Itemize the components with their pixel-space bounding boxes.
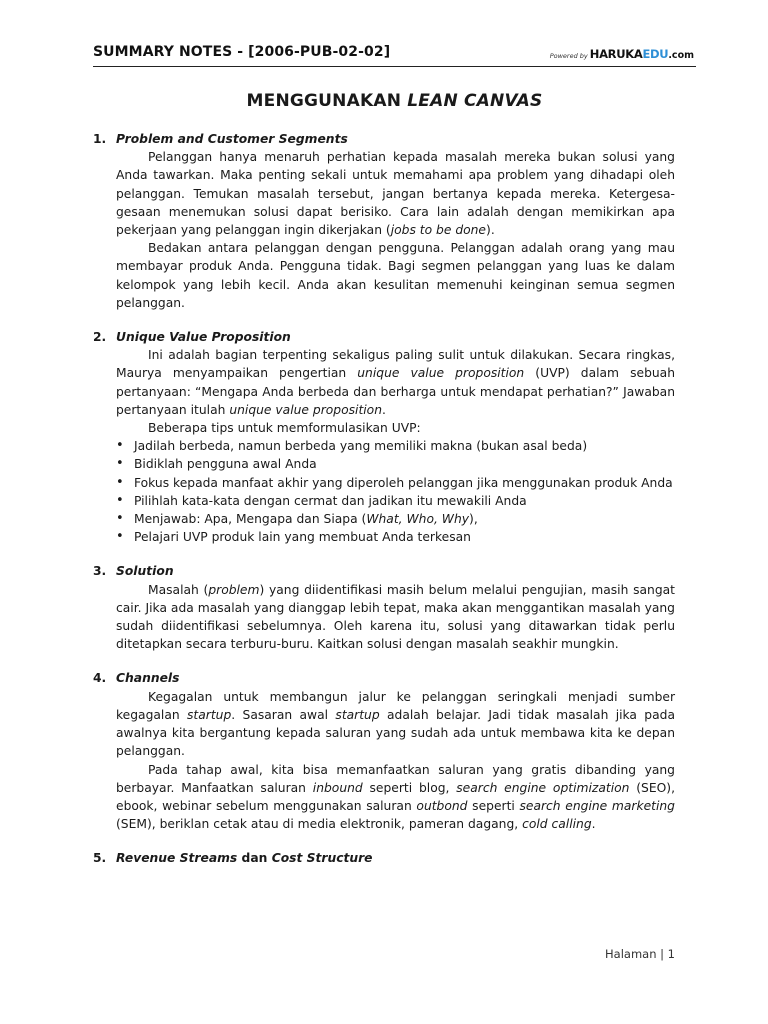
header-title: SUMMARY NOTES - [2006-PUB-02-02] xyxy=(93,44,391,60)
list-item: • Jadilah berbeda, namun berbeda yang memiliki makna (bukan asal beda) xyxy=(134,437,675,455)
emphasis: startup xyxy=(335,707,380,722)
text-run: (SEM), beriklan cetak atau di media elektronik, pameran dagang, xyxy=(116,817,523,832)
text-run: . Sasaran awal xyxy=(231,707,336,722)
text-run: Pelanggan hanya menaruh perhatian kepada masalah mereka bukan solusi yang Anda tawarkan. Maka penting sekali untuk memahami apa problem yang dihadapi oleh pelanggan. Temukan masalah tersebut, jangan bertanya kepada mereka. Ketergesa-gesaan menemukan solusi dapat berisiko. Cara lain adalah dengan memikirkan apa pekerjaan yang pelanggan ingin dikerjakan ( xyxy=(116,150,675,238)
section-problem xyxy=(93,130,675,312)
paragraph: Bedakan antara pelanggan dengan pengguna. Pelanggan adalah orang yang mau membayar produk Anda. Pengguna tidak. Bagi segmen pelanggan yang luas ke dalam kelompok yang lebih kecil. Anda akan kesulitan memenuhi keinginan semua segmen pelanggan. xyxy=(116,241,675,310)
section-uvp xyxy=(93,328,675,546)
emphasis: outbond xyxy=(416,798,468,813)
text-run: (SEO), ebook, webinar sebelum menggunakan saluran xyxy=(116,780,676,813)
document-body xyxy=(93,130,675,884)
title-prefix: MENGGUNAKAN xyxy=(246,91,408,111)
section-body xyxy=(116,148,675,312)
paragraph xyxy=(116,581,675,654)
section-title: Solution xyxy=(116,564,174,579)
emphasis: cold calling xyxy=(522,817,592,832)
paragraph xyxy=(116,148,675,239)
section-body xyxy=(116,688,675,834)
section-body xyxy=(116,581,675,654)
text-run: Masalah ( xyxy=(148,582,209,597)
section-revenue-cost xyxy=(93,849,675,867)
list-item: • Pilihlah kata-kata dengan cermat dan jadikan itu mewakili Anda xyxy=(134,492,675,510)
text-run: (UVP) dalam sebuah pertanyaan: “Mengapa Anda berbeda dan berharga untuk mendapat perhatian?” Jawaban pertanyaan itulah xyxy=(116,366,675,417)
section-heading xyxy=(93,328,675,346)
section-heading xyxy=(93,669,675,687)
title-part: Revenue Streams xyxy=(116,851,238,866)
list-item: • Fokus kepada manfaat akhir yang diperoleh pelanggan jika menggunakan produk Anda xyxy=(134,474,675,492)
section-heading xyxy=(93,849,675,867)
section-title: Unique Value Proposition xyxy=(116,330,291,345)
section-number: 4. xyxy=(93,671,107,686)
section-number: 1. xyxy=(93,132,107,146)
emphasis: inbound xyxy=(312,780,363,795)
section-title: Channels xyxy=(116,671,180,686)
section-solution xyxy=(93,562,675,653)
text-run: . xyxy=(382,402,386,417)
emphasis: unique value proposition xyxy=(357,366,525,381)
brand-suffix: .com xyxy=(668,50,694,61)
text-run: Ini adalah bagian terpenting sekaligus paling sulit untuk dilakukan. Secara ringkas, Maurya menyampaikan pengertian xyxy=(116,348,675,381)
emphasis: search engine optimization xyxy=(456,780,630,795)
section-channels xyxy=(93,669,675,833)
page-header xyxy=(93,42,696,67)
document-title xyxy=(93,91,696,111)
emphasis: startup xyxy=(187,707,232,722)
title-italic: LEAN CANVAS xyxy=(407,91,543,111)
paragraph xyxy=(116,688,675,761)
text-run: Kegagalan untuk membangun jalur ke pelanggan seringkali menjadi sumber kegagalan xyxy=(116,689,675,722)
brand-accent: EDU xyxy=(642,47,669,61)
text-run: . xyxy=(591,817,596,832)
title-part: dan xyxy=(237,851,272,866)
text-run: adalah belajar. Jadi tidak masalah jika pada awalnya kita bergantung kepada saluran yang sudah ada untuk membawa kita ke depan pelanggan. xyxy=(116,707,675,759)
section-number: 3. xyxy=(93,564,107,579)
section-number: 2. xyxy=(93,330,107,345)
brand-logo xyxy=(550,47,694,61)
text-run: ) yang diidentifikasi masih belum melalui pengujian, masih sangat cair. Jika ada masalah yang dianggap lebih tepat, maka akan menggantikan masalah yang sudah diidentifikasi sebelumnya. Oleh karena itu, solusi yang ditawarkan tidak perlu ditetapkan secara terburu-buru. Kaitkan solusi dengan masalah seakhir mungkin. xyxy=(116,582,675,652)
list-item: • Pelajari UVP produk lain yang membuat Anda terkesan xyxy=(134,528,675,546)
section-title: Problem and Customer Segments xyxy=(116,132,348,146)
emphasis: jobs to be done xyxy=(390,223,487,238)
section-heading xyxy=(93,562,675,580)
section-heading xyxy=(93,130,675,148)
list-item xyxy=(134,510,675,528)
brand-main: HARUKA xyxy=(589,47,643,61)
page-number: Halaman | 1 xyxy=(605,947,675,961)
title-part: Cost Structure xyxy=(271,851,373,866)
text-run: Menjawab: Apa, Mengapa dan Siapa ( xyxy=(134,512,367,527)
section-title xyxy=(116,849,373,867)
emphasis: search engine marketing xyxy=(519,798,675,813)
text-run: seperti blog, xyxy=(362,780,457,795)
text-run: seperti xyxy=(467,798,520,813)
emphasis: What, Who, Why xyxy=(366,512,470,527)
list-item: • Bidiklah pengguna awal Anda xyxy=(134,455,675,473)
emphasis: problem xyxy=(208,582,260,597)
tips-list xyxy=(116,437,675,546)
section-body xyxy=(116,346,675,546)
text-run: ). xyxy=(486,223,495,238)
brand-powered: Powered by xyxy=(549,52,588,60)
text-run: ), xyxy=(469,512,478,527)
section-number: 5. xyxy=(93,851,107,866)
emphasis: unique value proposition xyxy=(229,402,382,417)
text-run: Pada tahap awal, kita bisa memanfaatkan saluran yang gratis dibanding yang berbayar. Manfaatkan saluran xyxy=(116,762,675,795)
paragraph: Beberapa tips untuk memformulasikan UVP: xyxy=(148,421,421,436)
paragraph xyxy=(116,346,675,419)
paragraph xyxy=(116,761,675,834)
